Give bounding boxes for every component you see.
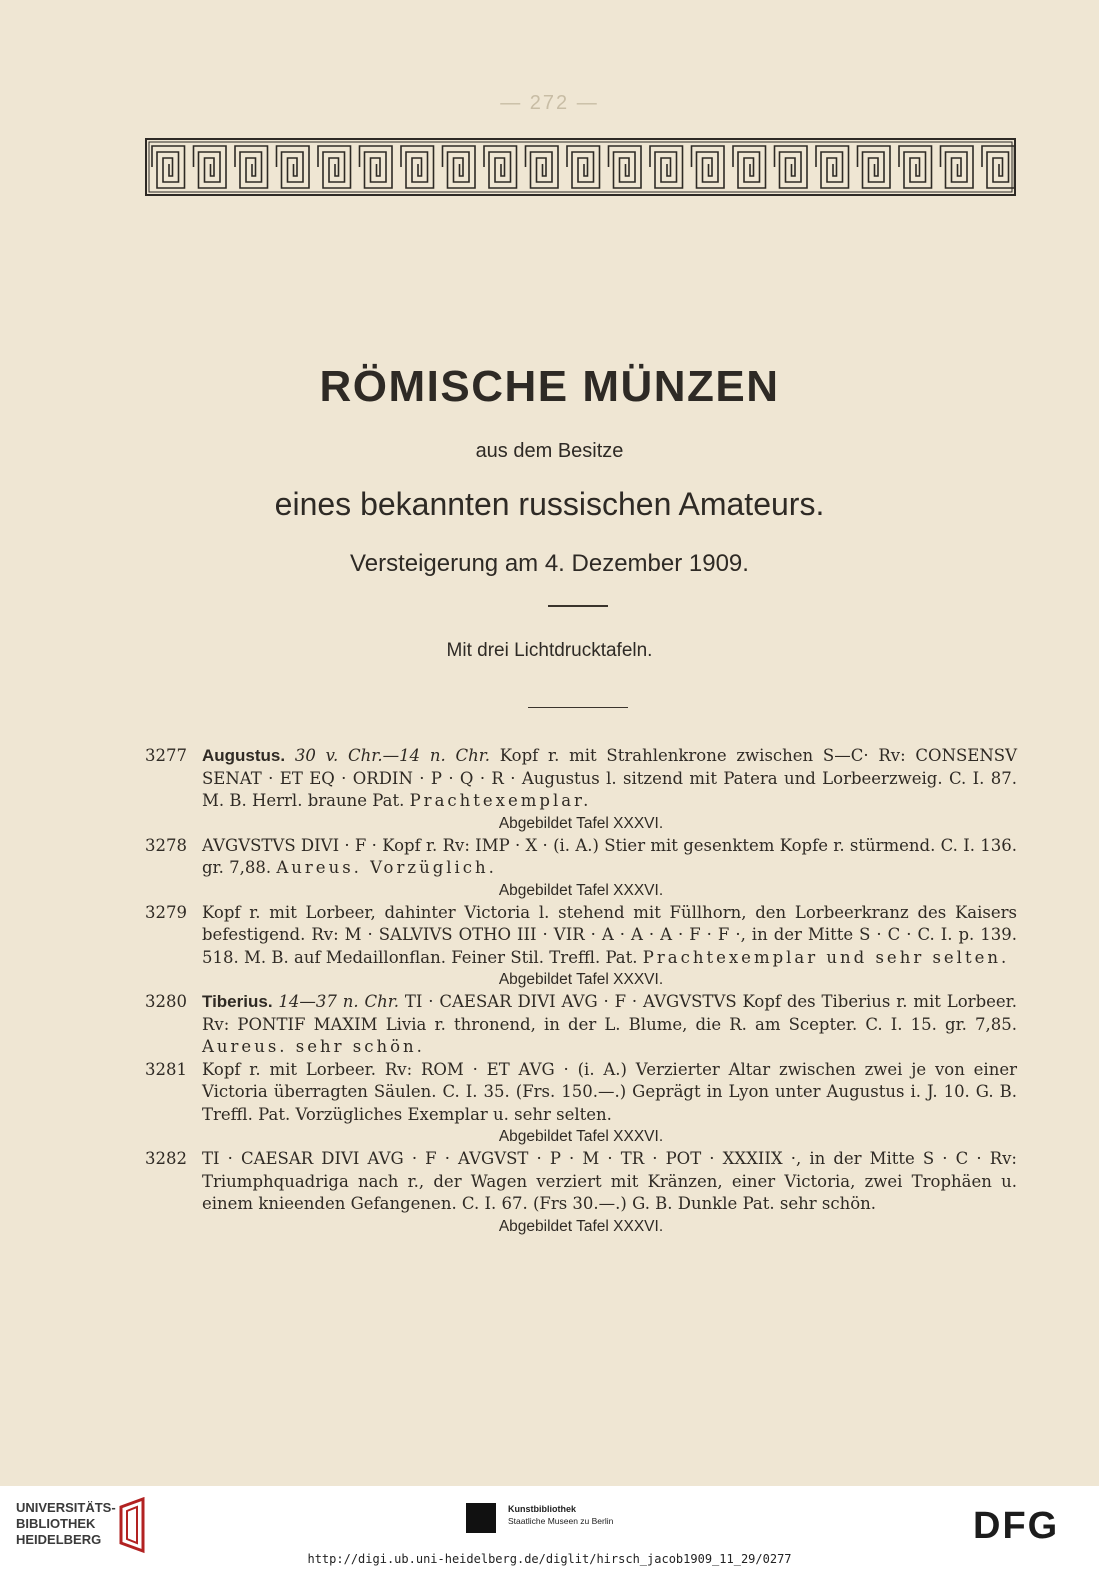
ornament-motif [858, 146, 891, 188]
ornament-motif [941, 146, 974, 188]
plate-reference: Abgebildet Tafel XXXVI. [498, 971, 664, 988]
lot-grade: Prachtexemplar. [409, 791, 592, 810]
ornament-motif [609, 146, 642, 188]
lot-number: 3281 [145, 1059, 187, 1079]
plate-reference: Abgebildet Tafel XXXVI. [498, 1128, 664, 1145]
ornament-motif [982, 146, 1015, 188]
ornament-motif [318, 146, 351, 188]
ornament-motif [899, 146, 932, 188]
ornament-motif [733, 146, 766, 188]
ornament-motif [775, 146, 808, 188]
page-title: RÖMISCHE MÜNZEN [319, 362, 780, 411]
ornament-motif [277, 146, 310, 188]
auction-date: Versteigerung am 4. Dezember 1909. [350, 550, 749, 577]
lot-description: Kopf r. mit Lorbeer, dahinter Victoria l. stehend mit Füllhorn, den Lorbeerkranz des Kaisers befestigend. Rv: M · SALVIVS OTHO III · VIR · A · A · A · F · F ·, in der Mitte S · C · C. I. p. 139. 518. M. B. auf Medaillonflan. Feiner Stil. Treffl. Pat. [202, 902, 1017, 967]
plate-reference: Abgebildet Tafel XXXVI. [498, 814, 664, 832]
kunstbibliothek-label [508, 1503, 613, 1527]
emperor-name: Tiberius. [202, 992, 273, 1011]
ornament-motif [567, 146, 600, 188]
decorative-border-ornament [145, 138, 1016, 196]
catalogue-entry [145, 991, 1017, 1059]
plates-note: Mit drei Lichtdrucktafeln. [446, 640, 653, 661]
ornament-motif [360, 146, 393, 188]
reign-dates: 14—37 n. Chr. [278, 992, 400, 1011]
ornament-motif [152, 146, 185, 188]
catalogue-entry [145, 902, 1017, 992]
library-name-line: BIBLIOTHEK [16, 1516, 96, 1531]
emperor-name: Augustus. [202, 746, 286, 765]
kunstbibliothek-logo-icon[interactable] [466, 1503, 496, 1533]
ornament-motif [650, 146, 683, 188]
lot-number: 3279 [145, 902, 187, 922]
lot-description: Kopf r. mit Lorbeer. Rv: ROM · ET AVG · (i. A.) Verzierter Altar zwischen zwei je von einer Victoria überragten Säulen. C. I. 35. (Frs. 150.—.) Geprägt in Lyon unter Augustus i. J. 10. G. B. Treffl. Pat. Vorzügliches Exemplar u. sehr selten. [202, 1059, 1017, 1124]
lot-number: 3282 [145, 1149, 187, 1168]
ornament-motif [692, 146, 725, 188]
lot-grade: Prachtexemplar und sehr selten. [642, 947, 1010, 967]
lot-number: 3280 [145, 992, 187, 1011]
reign-dates: 30 v. Chr.—14 n. Chr. [294, 746, 491, 765]
divider-rule [528, 707, 628, 708]
ornament-motif [401, 146, 434, 188]
catalogue-entry [145, 745, 1017, 835]
dfg-logo[interactable]: DFG [973, 1505, 1060, 1547]
lot-description: TI · CAESAR DIVI AVG · F · AVGVST · P · M · TR · POT · XXXIIX ·, in der Mitte S · C · Rv: Triumphquadriga nach r., der Wagen verziert mit Kränzen, einer Victoria, zwei Trophäen u. einem knieenden Gefangenen. C. I. 67. (Frs 30.—.) G. B. Dunkle Pat. sehr schön. [202, 1149, 1017, 1213]
library-emblem-icon [113, 1497, 155, 1555]
catalogue-entries [145, 745, 1017, 1238]
lot-description: Kopf r. mit Strahlenkrone zwischen S—C· Rv: CONSENSV SENAT · ET EQ · ORDIN · P · Q · R · Augustus l. sitzend mit Patera und Lorbeerzweig. C. I. 87. M. B. Herrl. braune Pat. [202, 746, 1018, 810]
lot-description: TI · CAESAR DIVI AVG · F · AVGVSTVS Kopf des Tiberius r. mit Lorbeer. Rv: PONTIF MAXIM Livia r. thronend, in der L. Blume, die R. am Scepter. C. I. 15. gr. 7,85. [202, 992, 1017, 1034]
divider-rule [548, 605, 608, 607]
plate-reference: Abgebildet Tafel XXXVI. [498, 881, 664, 899]
lot-number: 3277 [145, 746, 187, 765]
ornament-motif [526, 146, 559, 188]
catalogue-entry [145, 1059, 1017, 1149]
ornament-motif [816, 146, 849, 188]
ornament-motif [484, 146, 517, 188]
permalink-url[interactable]: http://digi.ub.uni-heidelberg.de/diglit/hirsch_jacob1909_11_29/0277 [307, 1552, 792, 1566]
page-number: — 272 — [500, 92, 599, 114]
catalogue-entry [145, 1148, 1017, 1238]
lot-number: 3278 [145, 835, 187, 855]
lot-description: AVGVSTVS DIVI · F · Kopf r. Rv: IMP · X · (i. A.) Stier mit gesenktem Kopfe r. stürmend. C. I. 136. gr. 7,88. [202, 835, 1017, 877]
lot-grade: Aureus. sehr schön. [202, 1037, 425, 1056]
library-name-line: HEIDELBERG [16, 1532, 102, 1547]
kb-subtitle: Staatliche Museen zu Berlin [508, 1516, 614, 1526]
catalogue-entry [145, 835, 1017, 902]
library-name-line: UNIVERSITÄTS- [16, 1500, 116, 1515]
ornament-motif [194, 146, 227, 188]
ornament-motif [443, 146, 476, 188]
lot-grade: Aureus. Vorzüglich. [276, 858, 497, 877]
plate-reference: Abgebildet Tafel XXXVI. [498, 1217, 664, 1235]
ornament-motif [235, 146, 268, 188]
kb-title: Kunstbibliothek [508, 1504, 576, 1514]
subtitle: aus dem Besitze [475, 440, 624, 462]
owner-line: eines bekannten russischen Amateurs. [274, 486, 825, 522]
